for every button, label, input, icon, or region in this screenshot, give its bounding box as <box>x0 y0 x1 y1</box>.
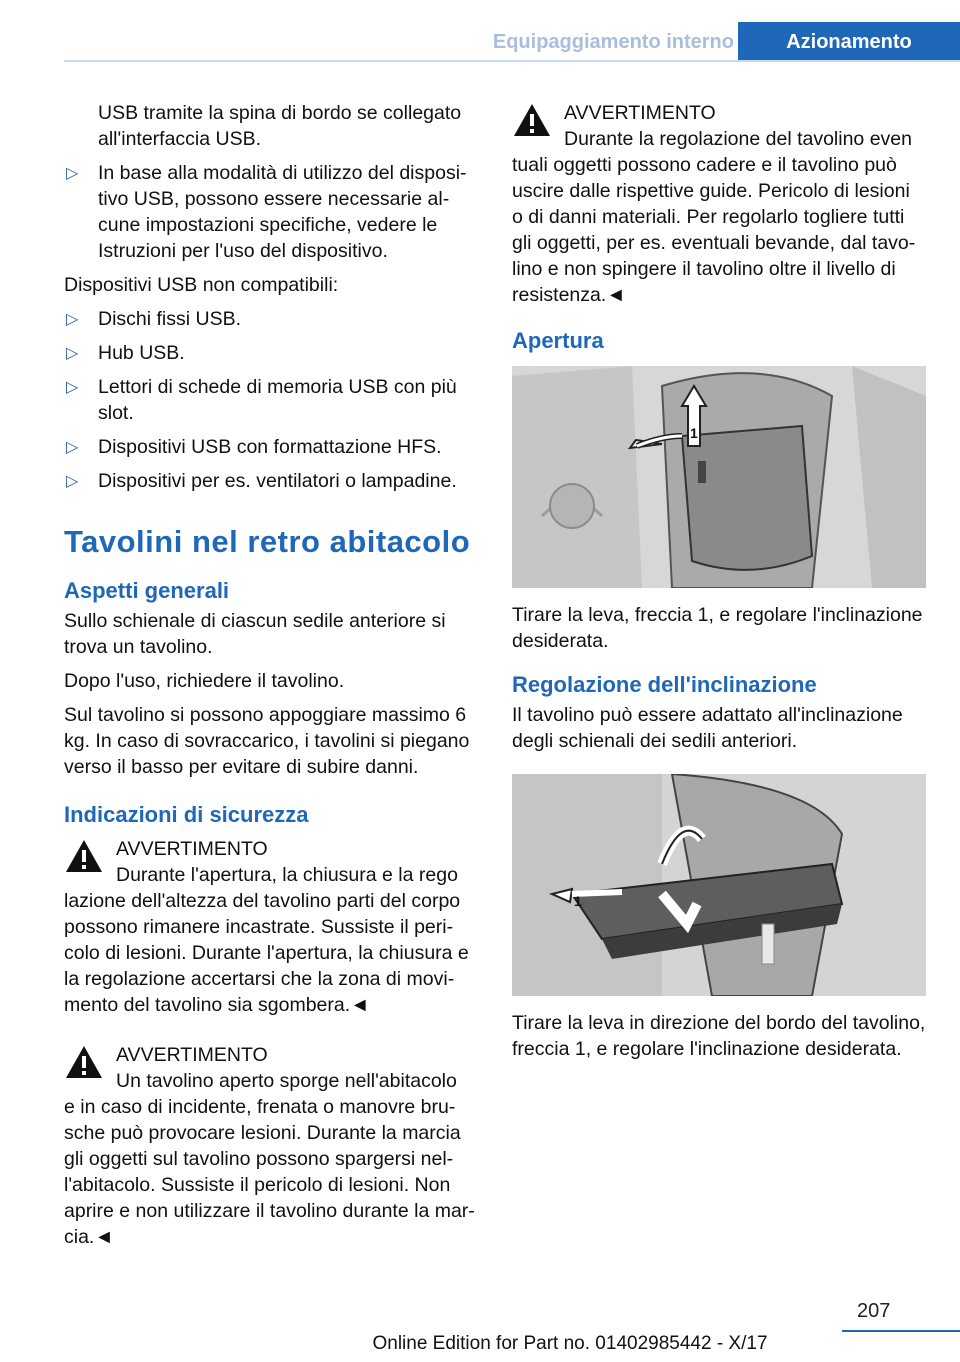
header-section-title[interactable]: Equipaggiamento interno <box>492 31 734 53</box>
triangle-bullet-icon: ▷ <box>66 439 79 456</box>
triangle-bullet-icon: ▷ <box>66 473 79 490</box>
list-item: ▷ Dischi fissi USB. <box>64 306 478 332</box>
left-column <box>64 100 478 1274</box>
incompatible-devices-list <box>64 306 478 494</box>
warning-triangle-icon <box>512 102 552 138</box>
seat-table-open-drawing <box>512 366 926 588</box>
warning-text: e in caso di incidente, frenata o manovre brusche può provocare lesioni. Durante la marcia gli oggetti sul tavolino possono spargersi nell'abitacolo. Sussiste il pericolo di lesioni. Non aprire e non utilizzare il tavolino durante la marcia.◄ <box>64 1096 475 1248</box>
warning-block-1 <box>64 836 478 1018</box>
subsection-opening: Apertura <box>512 328 604 353</box>
right-column <box>512 100 926 1070</box>
warning-first-line: Durante l'apertura, la chiusura e la rego <box>116 864 458 886</box>
page-number: 207 <box>857 1300 891 1322</box>
general-paragraph-2: Dopo l'uso, richiedere il tavolino. <box>64 670 345 692</box>
list-item: ▷ Dispositivi USB con formattazione HFS. <box>64 434 478 460</box>
figure-arrow-label: 1 <box>574 893 582 909</box>
footer-divider <box>842 1330 960 1332</box>
list-item: ▷ Dispositivi per es. ventilatori o lampadine. <box>64 468 478 494</box>
incompatible-label: Dispositivi USB non compatibili: <box>64 274 339 296</box>
warning-title: AVVERTIMENTO <box>116 1044 268 1066</box>
warning-text: tuali oggetti possono cadere e il tavolino può uscire dalle rispettive guide. Pericolo di lesioni o di danni materiali. Per regolarlo togliere tutti gli oggetti, per es. eventuali bevande, dal tavolino e non spingere il tavolino oltre il livello di resistenza.◄ <box>512 154 916 306</box>
tilt-caption: Tirare la leva in direzione del bordo del tavolino, freccia 1, e regolare l'inclinazione desiderata. <box>512 1012 926 1060</box>
section-title: Tavolini nel retro abitacolo <box>64 524 471 559</box>
list-item: ▷ In base alla modalità di utilizzo del dispositivo USB, possono essere necessarie alcune impostazioni specifiche, vedere le Istruzioni per l'uso del dispositivo. <box>66 162 467 262</box>
usb-notes-list <box>64 160 478 264</box>
edition-footer: Online Edition for Part no. 01402985442 - X/17 <box>372 1333 768 1354</box>
warning-first-line: Durante la regolazione del tavolino even <box>564 128 912 150</box>
subsection-general: Aspetti generali <box>64 578 230 603</box>
list-item: ▷ Lettori di schede di memoria USB con più slot. <box>66 376 457 424</box>
warning-triangle-icon <box>64 838 104 874</box>
warning-text: lazione dell'altezza del tavolino parti del corpo possono rimanere incastrate. Sussiste il pericolo di lesioni. Durante l'apertura, la chiusura e la regolazione accertarsi che la zona di movimento del tavolino sia sgombera.◄ <box>64 890 469 1016</box>
opening-illustration <box>512 366 926 588</box>
general-paragraph-1: Sullo schienale di ciascun sedile anteriore si trova un tavolino. <box>64 610 446 658</box>
page-header <box>64 22 960 62</box>
continued-text: USB tramite la spina di bordo se collegato all'interfaccia USB. <box>98 102 462 150</box>
triangle-bullet-icon: ▷ <box>66 345 79 362</box>
triangle-bullet-icon: ▷ <box>66 311 79 328</box>
triangle-bullet-icon: ▷ <box>66 379 79 396</box>
header-divider <box>64 60 960 62</box>
header-active-tab[interactable]: Azionamento <box>738 22 960 62</box>
warning-block-2 <box>64 1042 478 1250</box>
seat-table-tilt-drawing <box>512 774 926 996</box>
warning-triangle-icon <box>64 1044 104 1080</box>
subsection-safety: Indicazioni di sicurezza <box>64 802 309 827</box>
tilt-illustration <box>512 774 926 996</box>
warning-title: AVVERTIMENTO <box>116 838 268 860</box>
warning-first-line: Un tavolino aperto sporge nell'abitacolo <box>116 1070 457 1092</box>
general-paragraph-3: Sul tavolino si possono appoggiare massimo 6 kg. In caso di sovraccarico, i tavolini si piegano verso il basso per evitare di subire danni. <box>64 704 470 778</box>
list-item: ▷ Hub USB. <box>64 340 478 366</box>
warning-block-3 <box>512 100 926 308</box>
opening-caption: Tirare la leva, freccia 1, e regolare l'inclinazione desiderata. <box>512 604 923 652</box>
tilt-paragraph: Il tavolino può essere adattato all'inclinazione degli schienali dei sedili anteriori. <box>512 704 903 752</box>
triangle-bullet-icon: ▷ <box>66 165 79 182</box>
figure-arrow-label: 1 <box>690 425 698 441</box>
subsection-tilt: Regolazione dell'inclinazione <box>512 672 817 697</box>
warning-title: AVVERTIMENTO <box>564 102 716 124</box>
